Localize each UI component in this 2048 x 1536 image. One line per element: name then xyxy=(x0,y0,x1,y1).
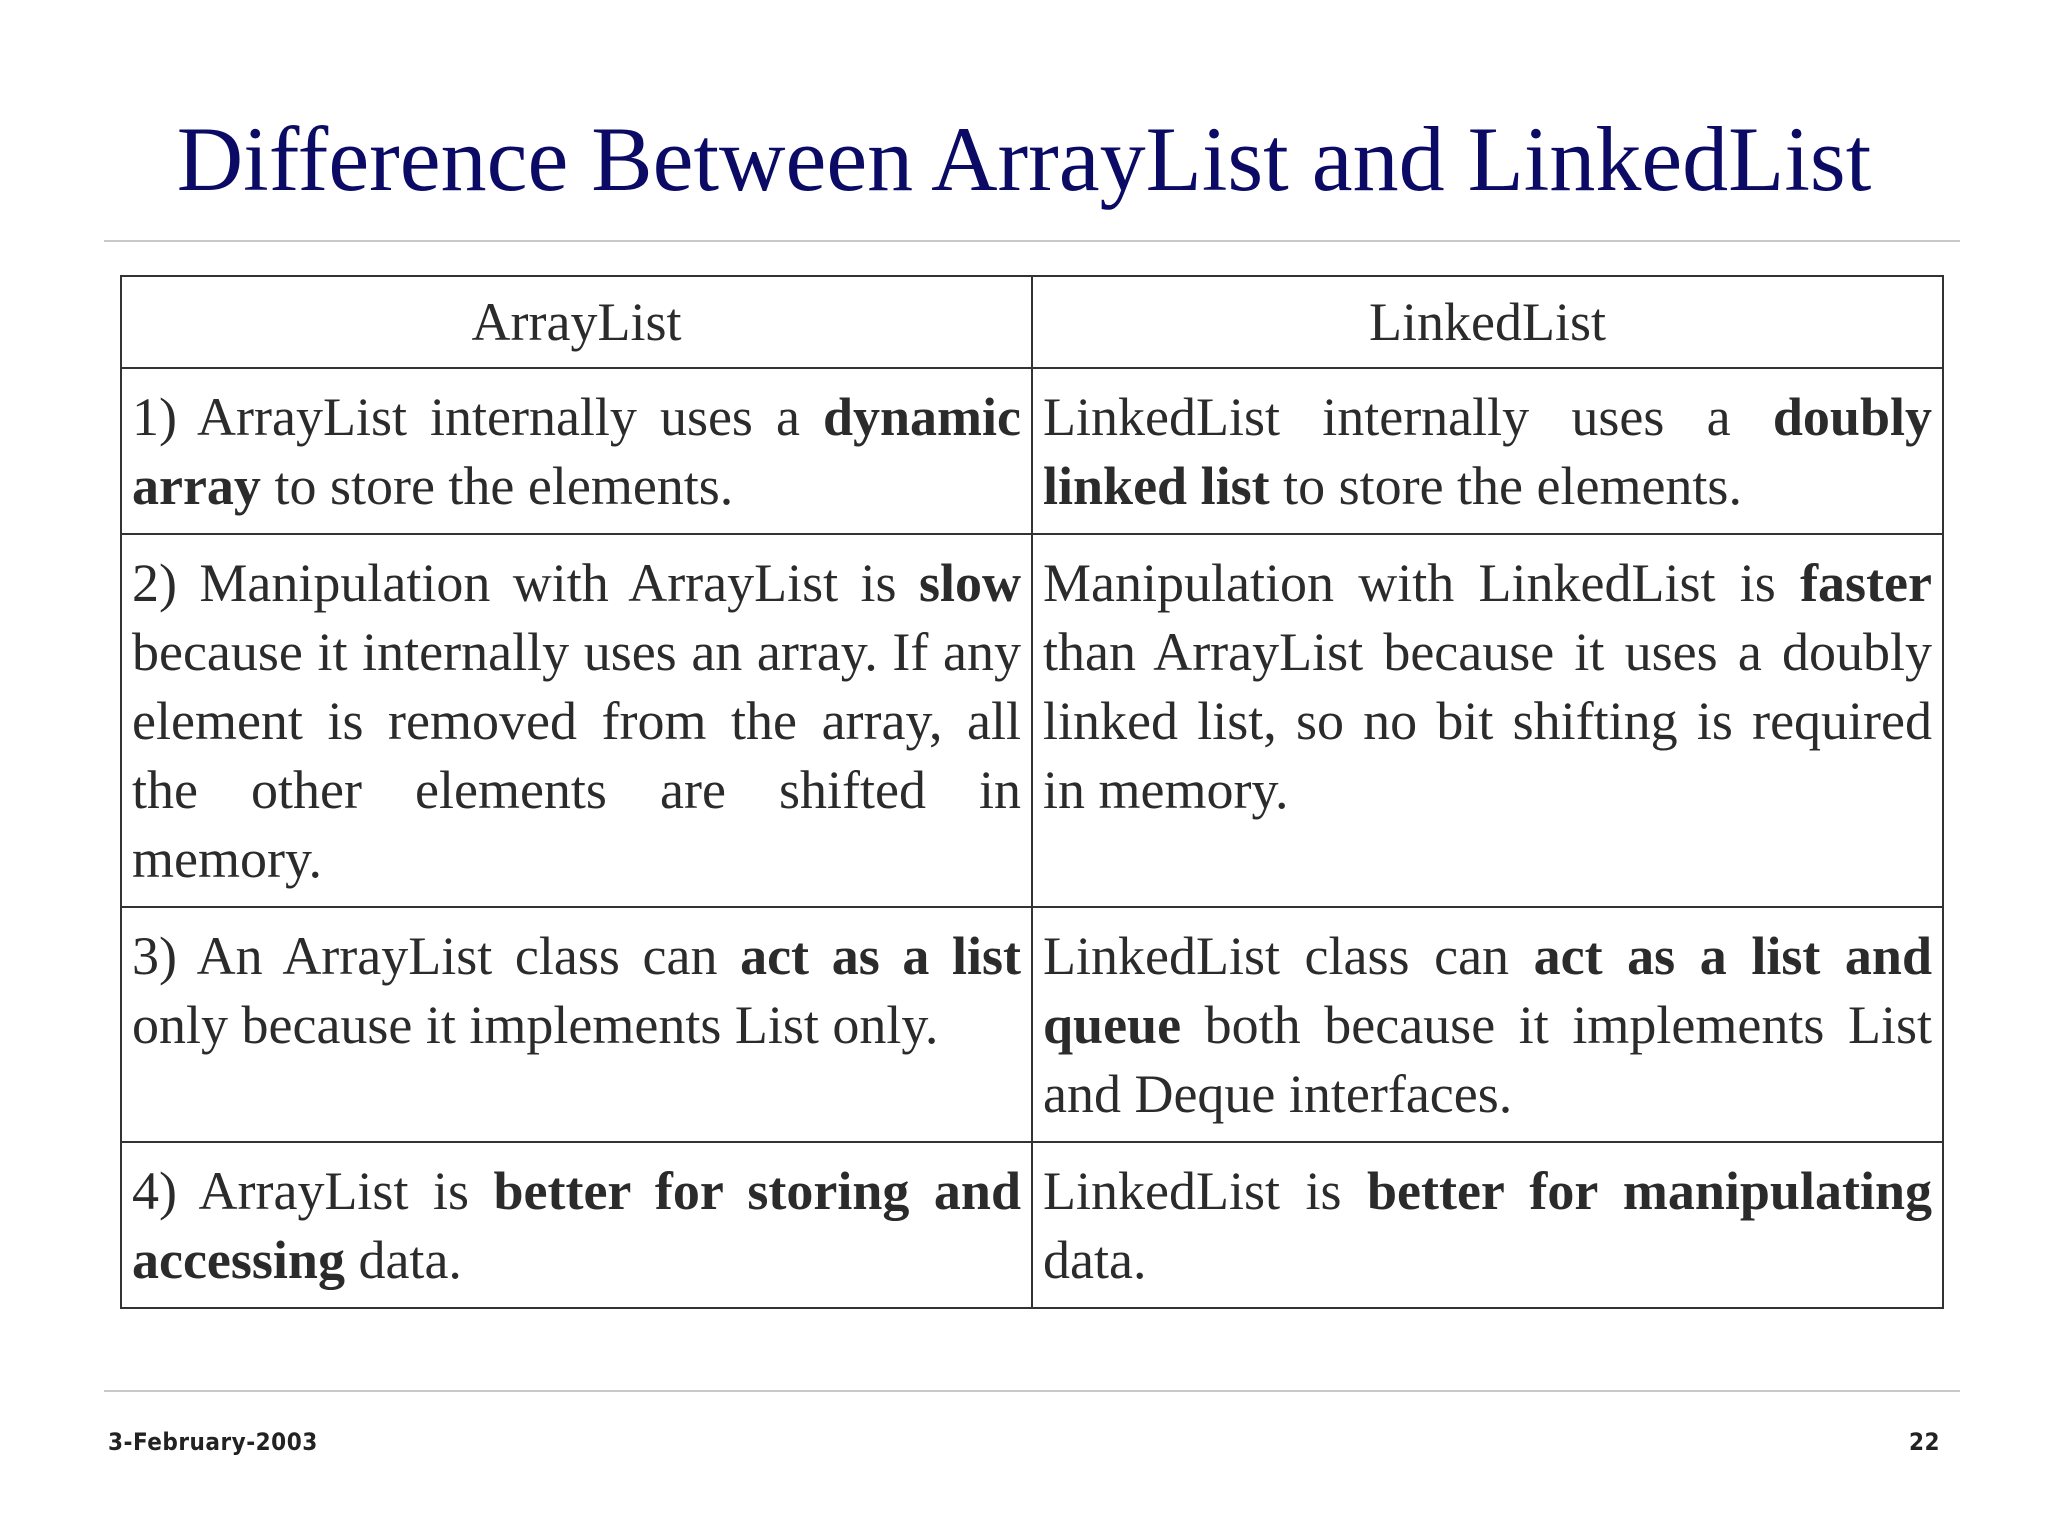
cell-text: 3) An ArrayList class can xyxy=(132,926,741,986)
cell-emphasis: faster xyxy=(1800,553,1932,613)
cell-text: than ArrayList because it uses a doubly linked list, so no bit shifting is required in memory. xyxy=(1043,622,1932,820)
arraylist-cell xyxy=(121,907,1032,1142)
cell-text: data. xyxy=(344,1230,462,1290)
cell-text: to store the elements. xyxy=(1269,456,1742,516)
title-divider xyxy=(104,240,1960,242)
linkedlist-cell xyxy=(1032,534,1943,907)
cell-text: 1) ArrayList internally uses a xyxy=(132,387,823,447)
table-row xyxy=(121,534,1943,907)
arraylist-cell xyxy=(121,368,1032,534)
comparison-table xyxy=(120,275,1944,1309)
cell-text: only because it implements List only. xyxy=(132,995,939,1055)
page-number: 22 xyxy=(1908,1428,1940,1456)
table-row xyxy=(121,907,1943,1142)
column-header-linkedlist: LinkedList xyxy=(1032,276,1943,368)
cell-text: both because it implements List and Deque interfaces. xyxy=(1043,995,1932,1124)
cell-emphasis: act as a list and queue xyxy=(1043,926,1932,1055)
table-header-row xyxy=(121,276,1943,368)
cell-emphasis: doubly linked list xyxy=(1043,387,1932,516)
cell-emphasis: better for storing and accessing xyxy=(132,1161,1021,1290)
column-header-arraylist: ArrayList xyxy=(121,276,1032,368)
cell-text: LinkedList internally uses a xyxy=(1043,387,1773,447)
footer-date: 3-February-2003 xyxy=(108,1428,318,1456)
cell-text: data. xyxy=(1043,1230,1147,1290)
cell-emphasis: dynamic array xyxy=(132,387,1021,516)
cell-text: to store the elements. xyxy=(260,456,734,516)
table-row xyxy=(121,368,1943,534)
linkedlist-cell xyxy=(1032,368,1943,534)
cell-text: LinkedList is xyxy=(1043,1161,1367,1221)
footer-divider xyxy=(104,1390,1960,1392)
cell-text: Manipulation with LinkedList is xyxy=(1043,553,1801,613)
cell-text: 2) Manipulation with ArrayList is xyxy=(132,553,919,613)
arraylist-cell xyxy=(121,1142,1032,1308)
cell-emphasis: slow xyxy=(918,553,1021,613)
slide-title: Difference Between ArrayList and LinkedList xyxy=(176,108,1872,210)
linkedlist-cell xyxy=(1032,1142,1943,1308)
cell-emphasis: better for manipulating xyxy=(1366,1161,1932,1221)
cell-text: 4) ArrayList is xyxy=(132,1161,494,1221)
cell-text: because it internally uses an array. If any element is removed from the array, all the other elements are shifted in memory. xyxy=(132,622,1021,889)
cell-text: LinkedList class can xyxy=(1043,926,1534,986)
table-row xyxy=(121,1142,1943,1308)
cell-emphasis: act as a list xyxy=(740,926,1022,986)
linkedlist-cell xyxy=(1032,907,1943,1142)
arraylist-cell xyxy=(121,534,1032,907)
